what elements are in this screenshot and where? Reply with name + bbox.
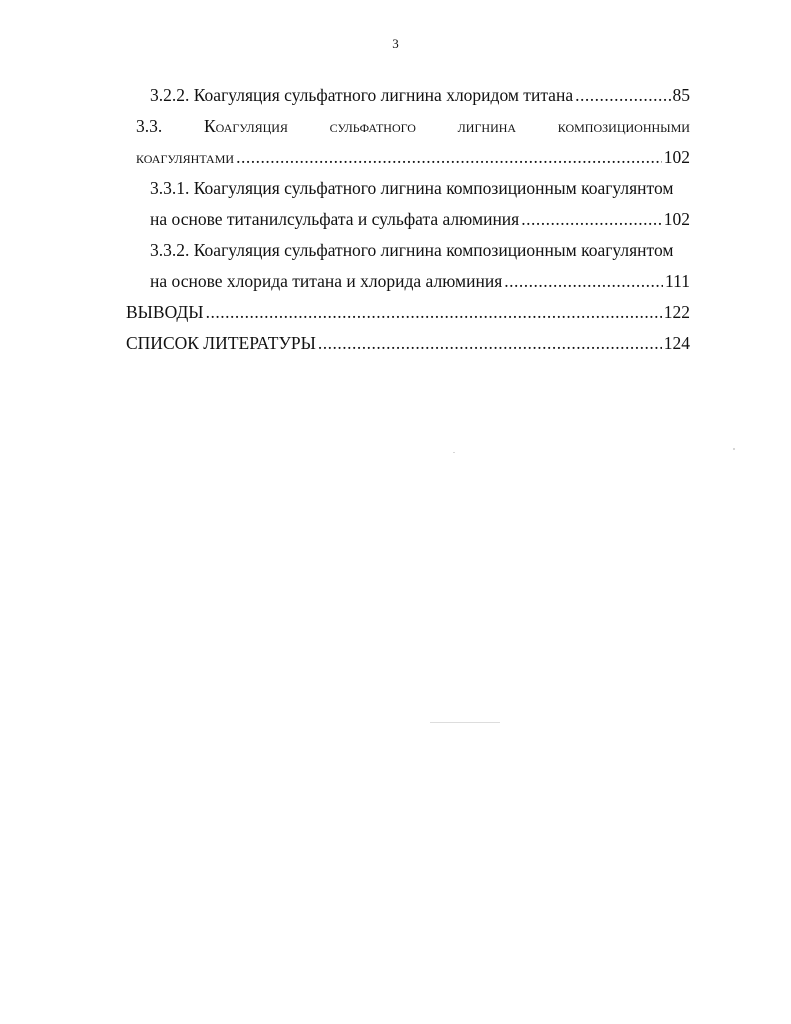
toc-entry-references (126, 332, 690, 354)
toc-entry-title: 3.2.2. Коагуляция сульфатного лигнина хлоридом титана (150, 85, 574, 105)
toc-page-number: 124 (663, 333, 690, 353)
toc-entry-3-3-line1 (136, 115, 690, 137)
toc-entry-title-continued: коагулянтами (136, 147, 235, 167)
toc-entry-3-3-2-line1: 3.3.2. Коагуляция сульфатного лигнина композиционным коагулянтом (150, 240, 674, 260)
toc-entry-title-continued: на основе титанилсульфата и сульфата алюминия (150, 209, 520, 229)
toc-entry-3-2-2 (150, 84, 690, 106)
toc-word: сульфатного (329, 116, 416, 136)
toc-word: композиционными (557, 116, 690, 136)
toc-word: Коагуляция (203, 116, 288, 136)
toc-page-number: 102 (663, 209, 690, 229)
scan-speck (453, 452, 455, 453)
toc-page-number: 102 (663, 147, 690, 167)
toc-entry-number: 3.3. (136, 116, 163, 136)
toc-entry-3-3-2-line2 (150, 270, 690, 292)
page-number: 3 (392, 36, 399, 51)
scan-speck (430, 722, 500, 723)
toc-word: лигнина (457, 116, 517, 136)
toc-entry-3-3-1-line2 (150, 208, 690, 230)
toc-page-number: 111 (665, 271, 690, 291)
toc-entry-conclusions (126, 301, 690, 323)
toc-entry-title: СПИСОК ЛИТЕРАТУРЫ (126, 333, 316, 353)
dot-leader (521, 208, 662, 230)
toc-entry-title: ВЫВОДЫ (126, 302, 204, 322)
dot-leader (206, 301, 662, 323)
toc-entry-title-continued: на основе хлорида титана и хлорида алюминия (150, 271, 503, 291)
dot-leader (236, 146, 662, 168)
toc-entry-3-3-line2 (136, 146, 690, 168)
toc-page-number: 122 (663, 302, 690, 322)
dot-leader (504, 270, 663, 292)
dot-leader (575, 84, 670, 106)
toc-page-number: 85 (672, 85, 690, 105)
scan-speck (733, 448, 735, 450)
toc-entry-3-3-1-line1: 3.3.1. Коагуляция сульфатного лигнина композиционным коагулянтом (150, 178, 674, 198)
dot-leader (318, 332, 662, 354)
